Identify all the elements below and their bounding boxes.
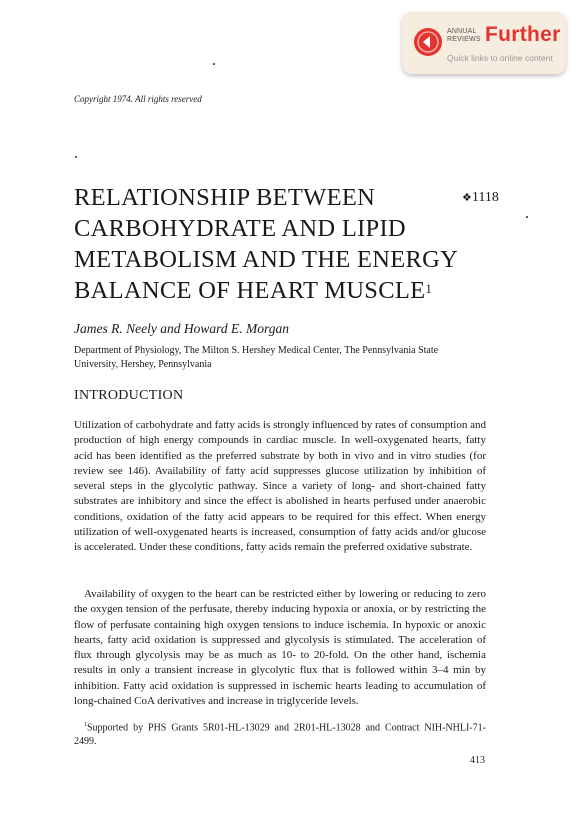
body-paragraph: Availability of oxygen to the heart can be restricted either by lowering or reducing to zero the oxygen tension of the perfusate, thereby inducing hypoxia or anoxia, or by restricting the flow of perfusate containing high oxygen tensions to induce ischemia. In hypoxic or anoxic hearts, fatty acid oxidation is suppressed and glycolysis is stimulated. The acceleration of flux through glycolysis may be as much as 10- to 20-fold. On the other hand, ischemia results in only a transient increase in glycolytic flux that is followed within 3–4 min by inhibition. Fatty acid oxidation is suppressed in ischemic hearts leading to accumulation of long-chained CoA derivatives and increase in triglyceride levels. [74,588,486,708]
article-title [74,182,474,306]
article-title-text: RELATIONSHIP BETWEEN CARBOHYDRATE AND LIPID METABOLISM AND THE ENERGY BALANCE OF HEART MUSCLE [74,184,458,304]
page-speck [213,63,215,65]
badge-publisher-name [447,28,487,44]
annual-reviews-further-badge[interactable] [402,12,566,74]
badge-line-annual: ANNUAL [447,28,477,35]
footnote [74,719,486,748]
section-heading: INTRODUCTION [74,388,184,403]
body-paragraph: Utilization of carbohydrate and fatty acids is strongly influenced by rates of consumption and production of high energy compounds in cardiac muscle. In well-oxygenated hearts, fatty acid has been identified as the preferred substrate by both in vivo and in vitro studies (for review see 146). Availability of fatty acid suppresses glucose utilization by inhibition of several steps in the glycolytic pathway. Since a variety of long- and short-chained fatty substrates are inhibitory and since the effect is abolished in hearts perfused under anaerobic conditions, oxidation of the fatty acid appears to be required for this effect. When energy utilization of well-oxygenated hearts is increased, consumption of fatty acids and/or glucose is accelerated. Under these conditions, fatty acids remain the preferred oxidative substrate. [74,419,486,554]
authors: James R. Neely and Howard E. Morgan [74,321,289,336]
title-footnote-marker: 1 [425,281,433,296]
page-speck [526,216,528,218]
diamond-mark-icon: ❖ [462,192,472,204]
badge-tagline[interactable]: Quick links to online content [447,53,553,63]
badge-line-reviews: REVIEWS [447,36,481,43]
copyright-notice: Copyright 1974. All rights reserved [74,94,202,104]
page-speck [75,156,77,158]
further-logo-icon [414,28,442,56]
article-number-text: 1118 [471,190,499,205]
page-number: 413 [470,755,485,766]
affiliation: Department of Physiology, The Milton S. Hershey Medical Center, The Pennsylvania State University, Hershey, Pennsylvania [74,345,439,370]
footnote-text: Supported by PHS Grants 5R01-HL-13029 and 2R01-HL-13028 and Contract NIH-NHLI-71-2499. [74,722,486,747]
footnote-marker: 1 [84,722,87,728]
article-number [462,190,499,206]
badge-brand: Further [485,23,561,46]
